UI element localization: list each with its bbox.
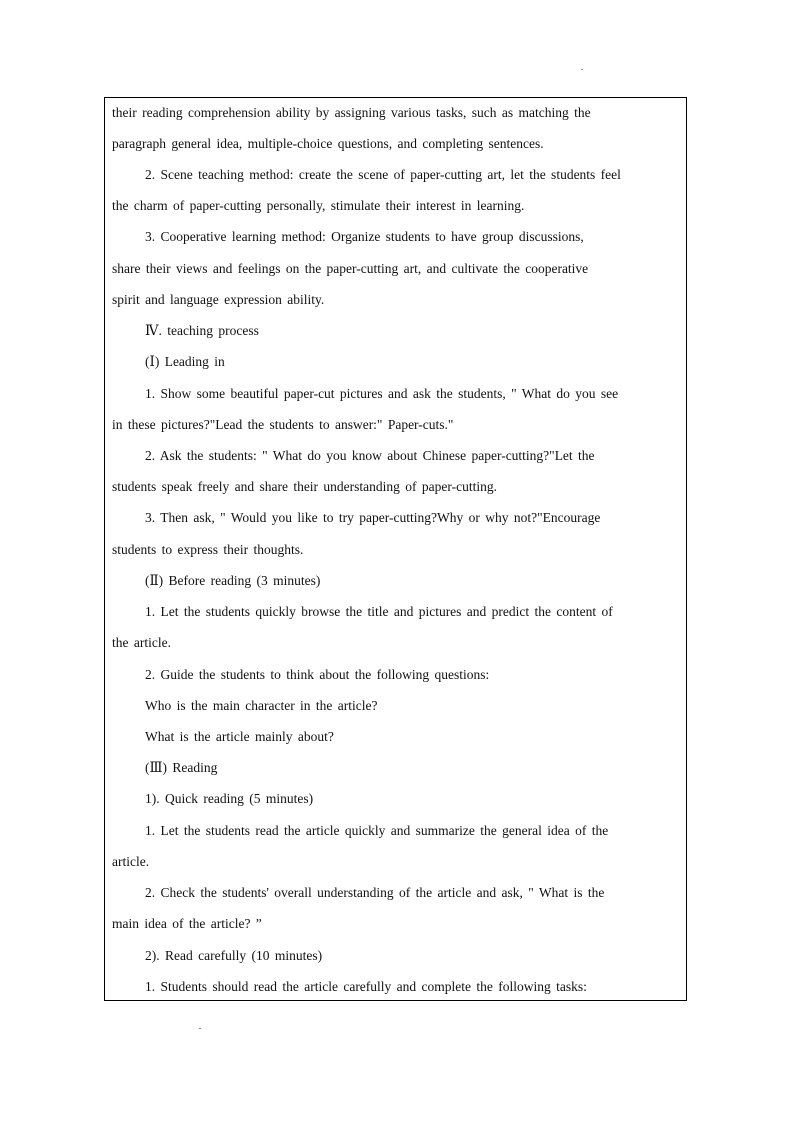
text-line: 2). Read carefully (10 minutes): [145, 948, 323, 963]
text-line: in these pictures?"Lead the students to answer:" Paper-cuts.": [112, 417, 454, 432]
text-line: 1. Show some beautiful paper-cut pictures and ask the students, " What do you see: [145, 386, 619, 401]
text-line: What is the article mainly about?: [145, 729, 334, 744]
text-line: 2. Check the students' overall understanding of the article and ask, " What is the: [145, 885, 605, 900]
subsection-heading: (Ⅲ) Reading: [145, 760, 218, 775]
text-line: Who is the main character in the article?: [145, 698, 378, 713]
subsection-heading: (Ⅰ) Leading in: [145, 354, 225, 369]
text-line: 2. Scene teaching method: create the scene of paper-cutting art, let the students feel: [145, 167, 621, 182]
text-line: their reading comprehension ability by assigning various tasks, such as matching the: [112, 105, 591, 120]
text-line: spirit and language expression ability.: [112, 292, 325, 307]
scan-speck: [199, 1028, 201, 1029]
text-line: 3. Cooperative learning method: Organize students to have group discussions,: [145, 229, 584, 244]
text-line: the charm of paper-cutting personally, stimulate their interest in learning.: [112, 198, 525, 213]
text-line: 2. Ask the students: " What do you know about Chinese paper-cutting?"Let the: [145, 448, 595, 463]
text-line: 3. Then ask, " Would you like to try paper-cutting?Why or why not?"Encourage: [145, 510, 601, 525]
text-line: 1. Let the students read the article quickly and summarize the general idea of the: [145, 823, 609, 838]
text-line: 1). Quick reading (5 minutes): [145, 791, 314, 806]
scan-speck: [581, 69, 583, 70]
text-line: share their views and feelings on the paper-cutting art, and cultivate the cooperative: [112, 261, 589, 276]
text-line: 1. Students should read the article carefully and complete the following tasks:: [145, 979, 587, 994]
section-heading: Ⅳ. teaching process: [145, 323, 259, 338]
text-line: students speak freely and share their understanding of paper-cutting.: [112, 479, 497, 494]
text-line: students to express their thoughts.: [112, 542, 304, 557]
text-line: 1. Let the students quickly browse the title and pictures and predict the content of: [145, 604, 613, 619]
subsection-heading: (Ⅱ) Before reading (3 minutes): [145, 573, 321, 588]
text-line: the article.: [112, 635, 171, 650]
text-line: paragraph general idea, multiple-choice questions, and completing sentences.: [112, 136, 544, 151]
text-line: 2. Guide the students to think about the following questions:: [145, 667, 490, 682]
text-line: article.: [112, 854, 150, 869]
text-line: main idea of the article? ”: [112, 916, 262, 931]
